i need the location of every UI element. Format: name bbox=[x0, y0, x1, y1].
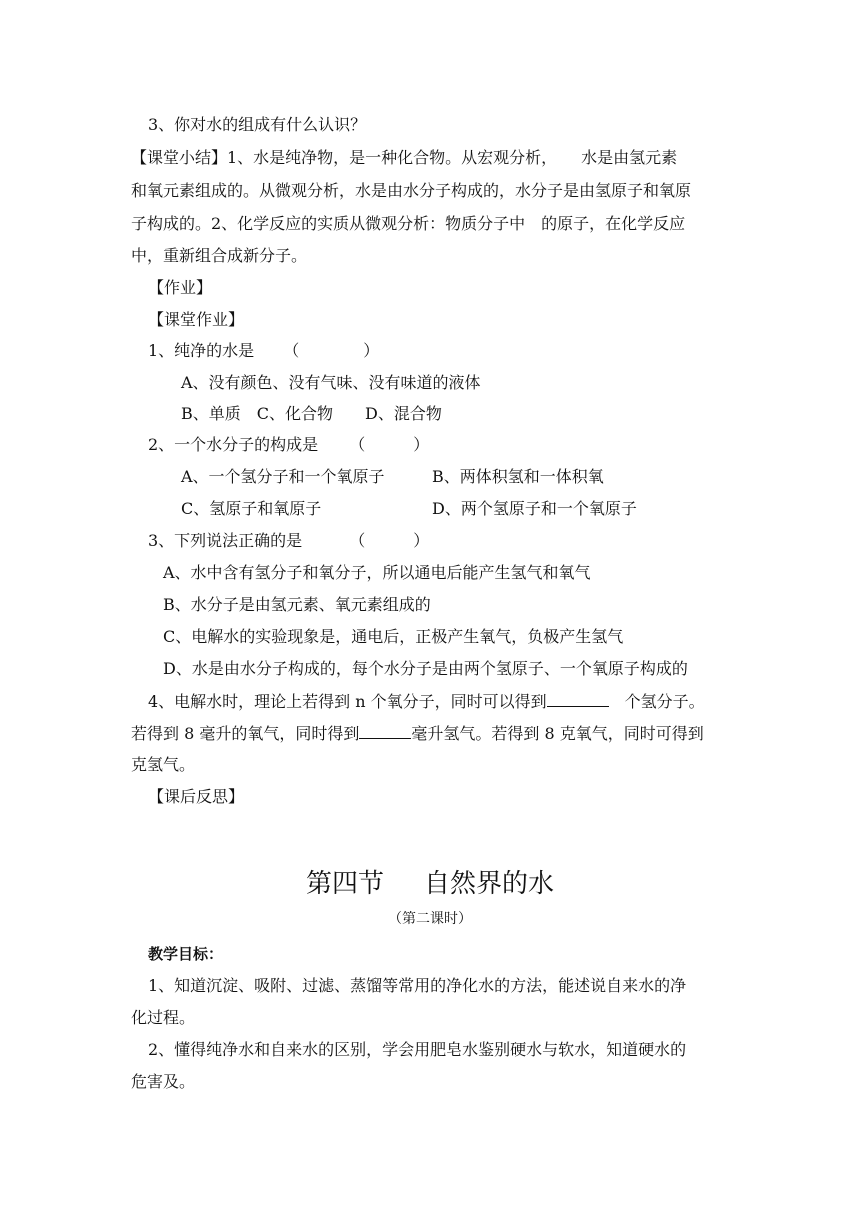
section-title-number: 第四节 bbox=[305, 869, 384, 899]
section-subtitle: （第二课时） bbox=[388, 911, 472, 927]
goal-2-line-1: 2、懂得纯净水和自来水的区别，学会用肥皂水鉴别硬水与软水，知道硬水的 bbox=[148, 1040, 687, 1059]
q2-option-c: C、氢原子和氧原子 bbox=[181, 499, 322, 518]
q4-text-1: 4、电解水时，理论上若得到 n 个氧分子，同时可以得到 bbox=[148, 692, 547, 711]
reflection-heading: 【课后反思】 bbox=[148, 787, 245, 806]
q4-line-1 bbox=[148, 690, 705, 713]
q4-text-3: 若得到 8 毫升的氧气，同时得到 bbox=[131, 724, 360, 743]
q1-option-a: A、没有颜色、没有气味、没有味道的液体 bbox=[181, 373, 481, 392]
summary-line-2: 和氧元素组成的。从微观分析，水是由水分子构成的，水分子是由氢原子和氧原 bbox=[131, 181, 692, 200]
q2-stem: 2、一个水分子的构成是 bbox=[148, 435, 319, 454]
q3-option-c: C、电解水的实验现象是，通电后，正极产生氧气，负极产生氢气 bbox=[163, 627, 624, 646]
q3-option-d: D、水是由水分子构成的，每个水分子是由两个氢原子、一个氧原子构成的 bbox=[163, 659, 688, 678]
classwork-heading: 【课堂作业】 bbox=[148, 310, 245, 329]
q4-text-4: 毫升氢气。若得到 8 克氧气，同时可得到 bbox=[411, 724, 704, 743]
summary-line-1: 【课堂小结】1、水是纯净物，是一种化合物。从宏观分析， 水是由氢元素 bbox=[131, 148, 678, 167]
q2-answer-paren: （ ） bbox=[349, 435, 430, 454]
q3-option-b: B、水分子是由氢元素、氧元素组成的 bbox=[163, 595, 431, 614]
goal-1-line-2: 化过程。 bbox=[131, 1008, 196, 1027]
section-title-name: 自然界的水 bbox=[424, 869, 555, 899]
q3-stem-line bbox=[148, 530, 429, 552]
summary-line-3: 子构成的。2、化学反应的实质从微观分析：物质分子中 的原子，在化学反应 bbox=[131, 214, 686, 233]
q2-option-b: B、两体积氢和一体积氧 bbox=[432, 467, 604, 486]
q1-stem-line bbox=[148, 340, 379, 362]
summary-line-4: 中，重新组合成新分子。 bbox=[131, 246, 308, 265]
homework-heading: 【作业】 bbox=[148, 278, 213, 297]
goal-1-line-1: 1、知道沉淀、吸附、过滤、蒸馏等常用的净化水的方法，能述说自来水的净 bbox=[148, 976, 687, 995]
q4-line-3: 克氢气。 bbox=[131, 755, 196, 774]
teaching-goals-heading: 教学目标： bbox=[148, 945, 224, 963]
q1-answer-paren: （ ） bbox=[283, 341, 380, 360]
q2-stem-line bbox=[148, 434, 429, 456]
goal-2-line-2: 危害及。 bbox=[131, 1072, 196, 1091]
q4-blank-1 bbox=[547, 690, 609, 707]
q4-text-2: 个氢分子。 bbox=[624, 692, 705, 711]
q3-option-a: A、水中含有氢分子和氧分子，所以通电后能产生氢气和氧气 bbox=[163, 563, 591, 582]
question-3-composition: 3、你对水的组成有什么认识？ bbox=[148, 115, 367, 134]
q1-options-bcd: B、单质 C、化合物 D、混合物 bbox=[181, 404, 442, 423]
q3-answer-paren: （ ） bbox=[349, 531, 430, 550]
q2-option-a: A、一个氢分子和一个氧原子 bbox=[181, 467, 385, 486]
q4-blank-2 bbox=[359, 722, 411, 739]
q2-option-d: D、两个氢原子和一个氧原子 bbox=[432, 499, 637, 518]
q1-stem: 1、纯净的水是 bbox=[148, 341, 255, 360]
q3-stem: 3、下列说法正确的是 bbox=[148, 531, 303, 550]
q4-line-2 bbox=[131, 722, 704, 745]
section-title bbox=[0, 866, 860, 902]
